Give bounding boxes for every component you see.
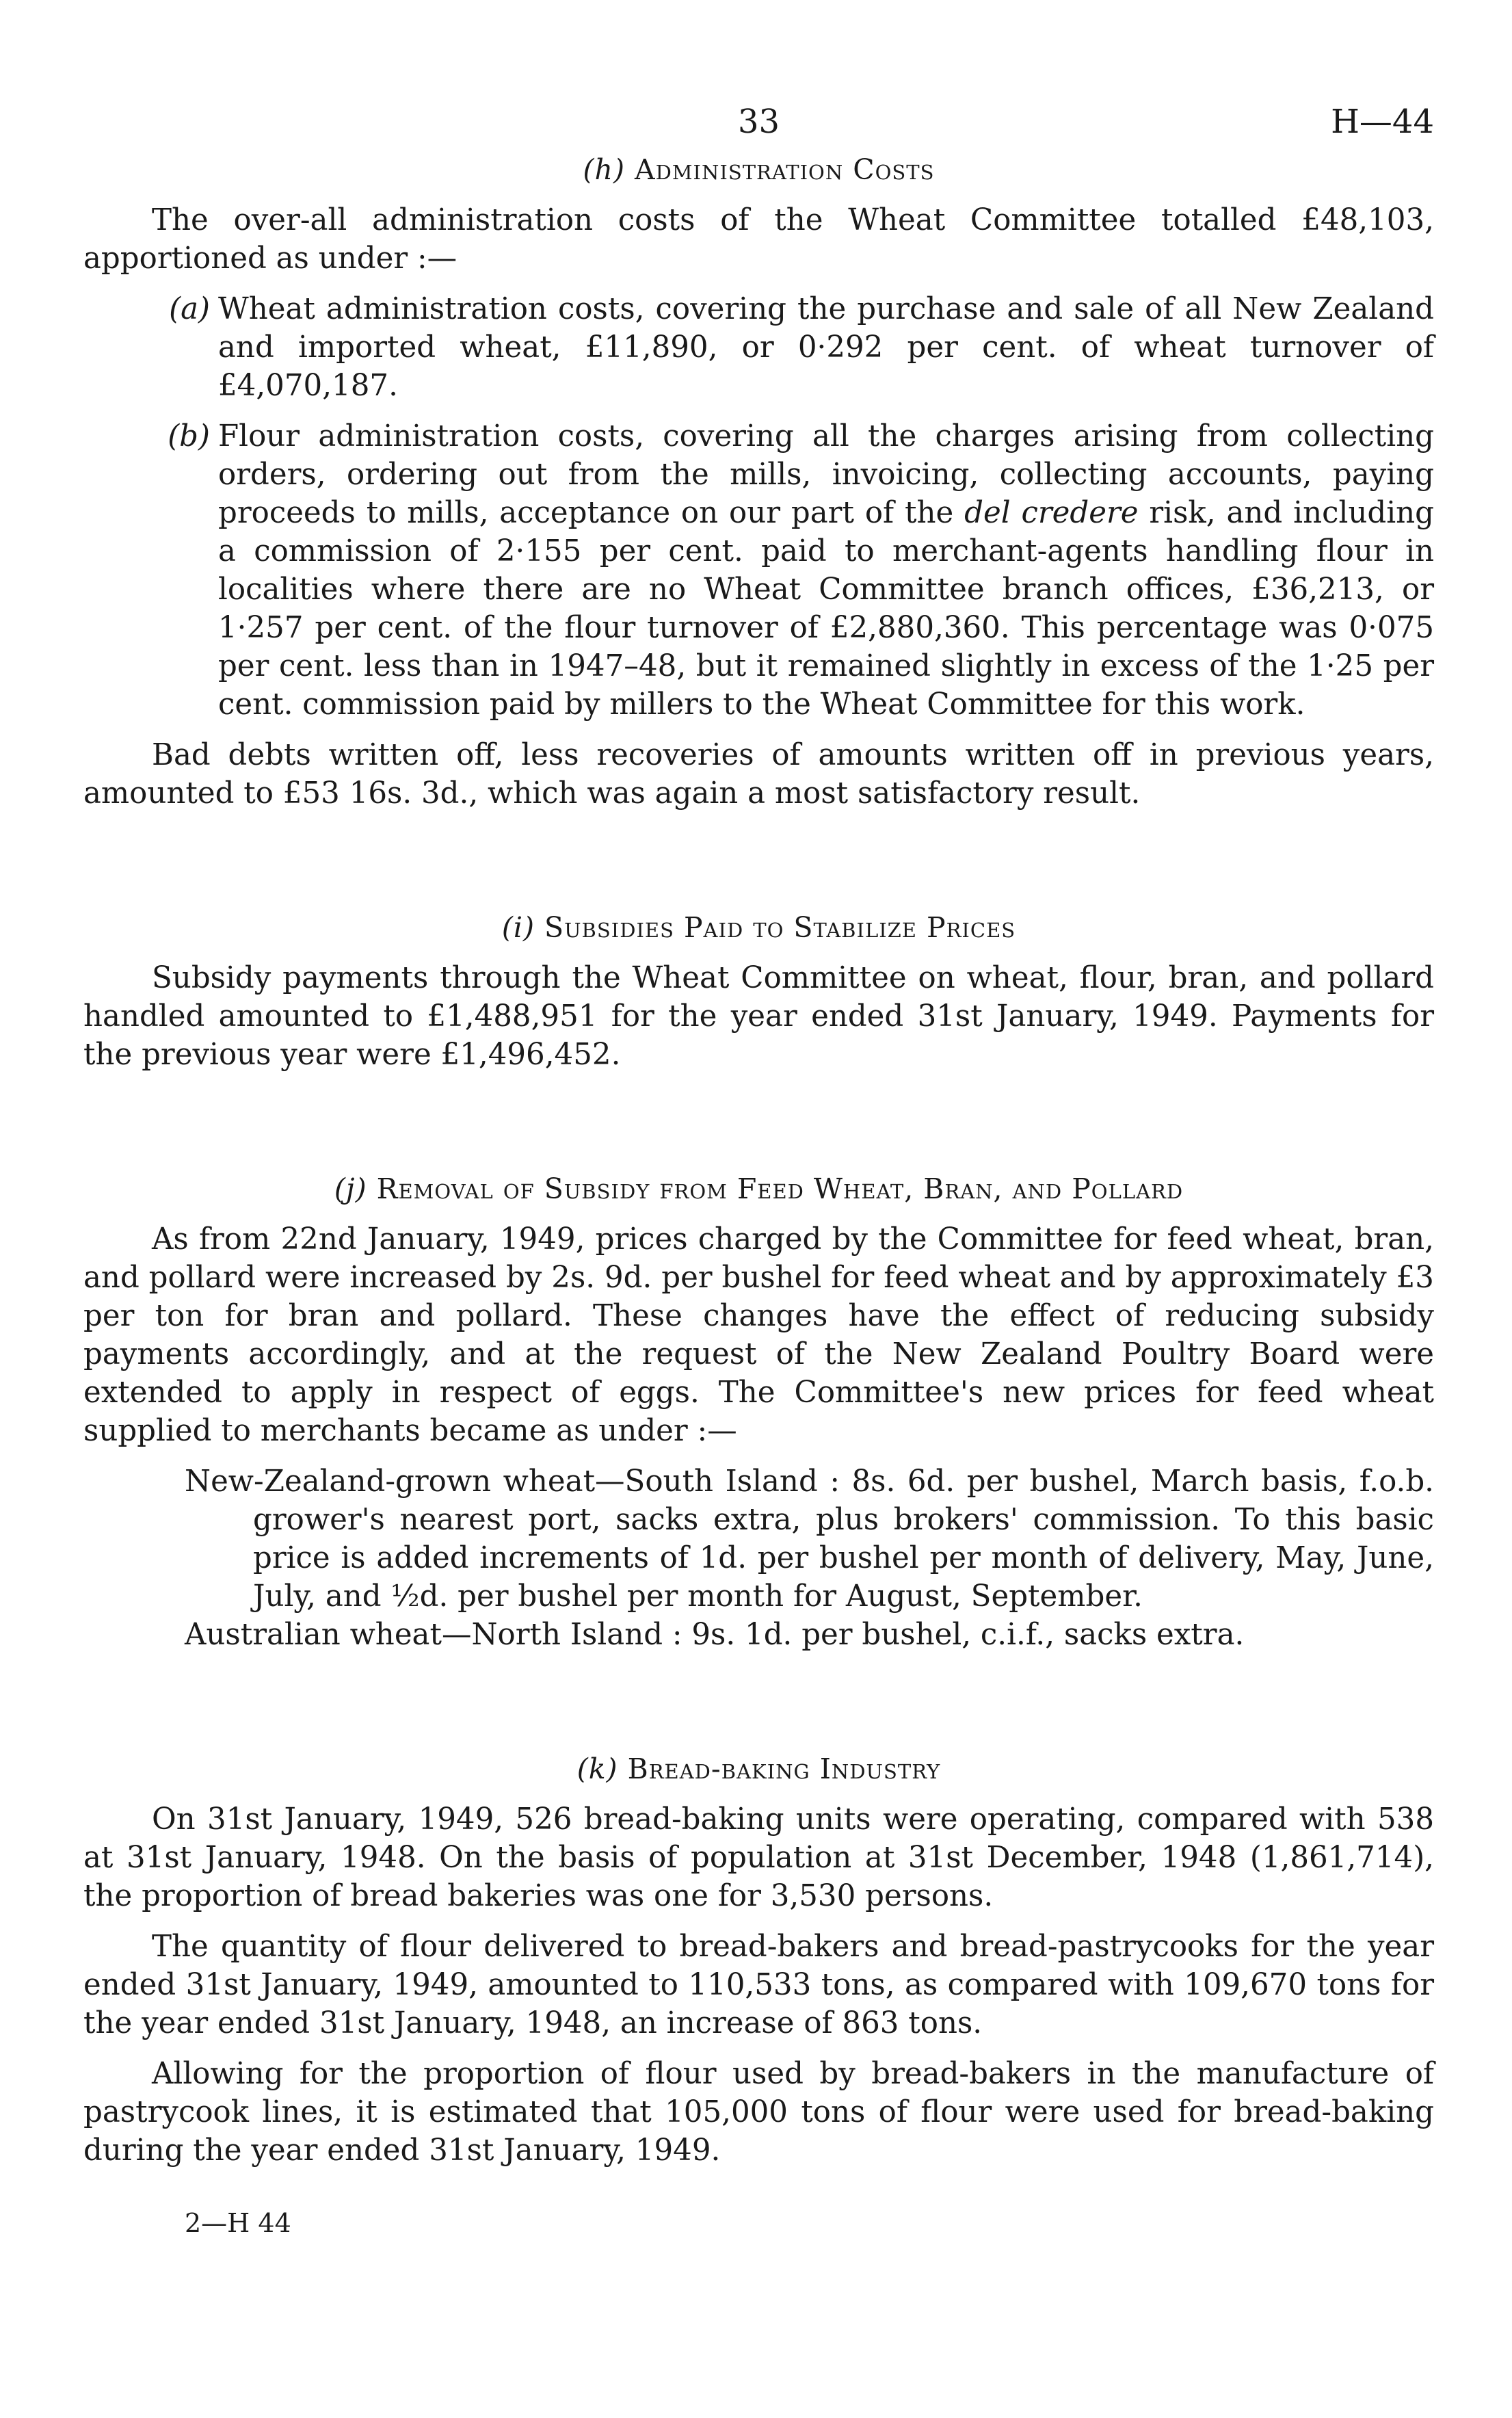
document-page: [83, 103, 1434, 2387]
item-b-italic: del credere: [964, 496, 1139, 530]
section-k-label: (k): [576, 1752, 618, 1785]
section-j-heading: [83, 1170, 1434, 1208]
item-a-text: Wheat administration costs, covering the purchase and sale of all New Zealand and imported wheat, £11,890, or 0·292 per cent. of wheat turnover of £4,070,187.: [218, 292, 1434, 403]
section-j-label: (j): [334, 1172, 367, 1205]
section-k-heading: [83, 1750, 1434, 1788]
section-j-au-wheat: Australian wheat—North Island : 9s. 1d. per bushel, c.i.f., sacks extra.: [185, 1618, 1245, 1652]
section-i-label: (i): [501, 911, 535, 944]
document-ref: H—44: [1331, 103, 1434, 141]
section-k-para-2: The quantity of flour delivered to bread-bakers and bread-pastrycooks for the year ended 31st January, 1949, amounted to 110,533 tons, as compared with 109,670 tons for the year ended 31st January, 1948, an increase of 863 tons.: [83, 1930, 1434, 2040]
section-j-nz-wheat: New-Zealand-grown wheat—South Island : 8s. 6d. per bushel, March basis, f.o.b. grower's nearest port, sacks extra, plus brokers' commission. To this basic price is added increments of 1d. per bushel per month of delivery, May, June, July, and ½d. per bushel per month for August, September.: [185, 1464, 1434, 1614]
page-number: 33: [737, 103, 780, 141]
section-i-title: Subsidies Paid to Stabilize Prices: [544, 911, 1016, 944]
section-j-title: Removal of Subsidy from Feed Wheat, Bran, and Pollard: [376, 1172, 1184, 1205]
section-i-body: Subsidy payments through the Wheat Committee on wheat, flour, bran, and pollard handled amounted to £1,488,951 for the year ended 31st January, 1949. Payments for the previous year were £1,496,452.: [83, 961, 1434, 1072]
item-b-text-1: Flour administration costs, covering all the charges arising from collecting orders, ordering out from the mills, invoicing, collecting accounts, paying proceeds to mills, acceptance on our part of the: [218, 419, 1434, 530]
page-header: [83, 103, 1434, 150]
item-a-label: (a): [169, 292, 210, 326]
section-h-intro: The over-all administration costs of the Wheat Committee totalled £48,103, apportioned as under :—: [83, 203, 1434, 276]
section-h-item-a: [83, 290, 1434, 405]
item-b-label: (b): [168, 419, 210, 454]
section-h-bad-debts: Bad debts written off, less recoveries of amounts written off in previous years, amounted to £53 16s. 3d., which was again a most satisfactory result.: [83, 738, 1434, 811]
section-k-para-1: On 31st January, 1949, 526 bread-baking units were operating, compared with 538 at 31st January, 1948. On the basis of population at 31st December, 1948 (1,861,714), the proportion of bread bakeries was one for 3,530 persons.: [83, 1802, 1434, 1913]
section-h-heading: [83, 150, 1434, 189]
item-b-text: [218, 417, 1434, 724]
section-h-item-b: [83, 417, 1434, 724]
footer-signature: 2—H 44: [185, 2208, 291, 2238]
section-h-label: (h): [583, 153, 625, 186]
section-k-para-3: Allowing for the proportion of flour used by bread-bakers in the manufacture of pastrycook lines, it is estimated that 105,000 tons of flour were used for bread-baking during the year ended 31st January, 1949.: [83, 2057, 1434, 2168]
section-i-heading: [83, 908, 1434, 947]
item-b-text-2: risk, and including a commission of 2·155 per cent. paid to merchant-agents handling flour in localities where there are no Wheat Committee branch offices, £36,213, or 1·257 per cent. of the flour turnover of £2,880,360. This percentage was 0·075 per cent. less than in 1947–48, but it remained slightly in excess of the 1·25 per cent. commission paid by millers to the Wheat Committee for this work.: [218, 496, 1434, 722]
section-h-title: Administration Costs: [635, 153, 935, 186]
section-j-body: As from 22nd January, 1949, prices charged by the Committee for feed wheat, bran, and pollard were increased by 2s. 9d. per bushel for feed wheat and by approximately £3 per ton for bran and pollard. These changes have the effect of reducing subsidy payments accordingly, and at the request of the New Zealand Poultry Board were extended to apply in respect of eggs. The Committee's new prices for feed wheat supplied to merchants became as under :—: [83, 1222, 1434, 1448]
section-k-title: Bread-baking Industry: [627, 1752, 941, 1785]
